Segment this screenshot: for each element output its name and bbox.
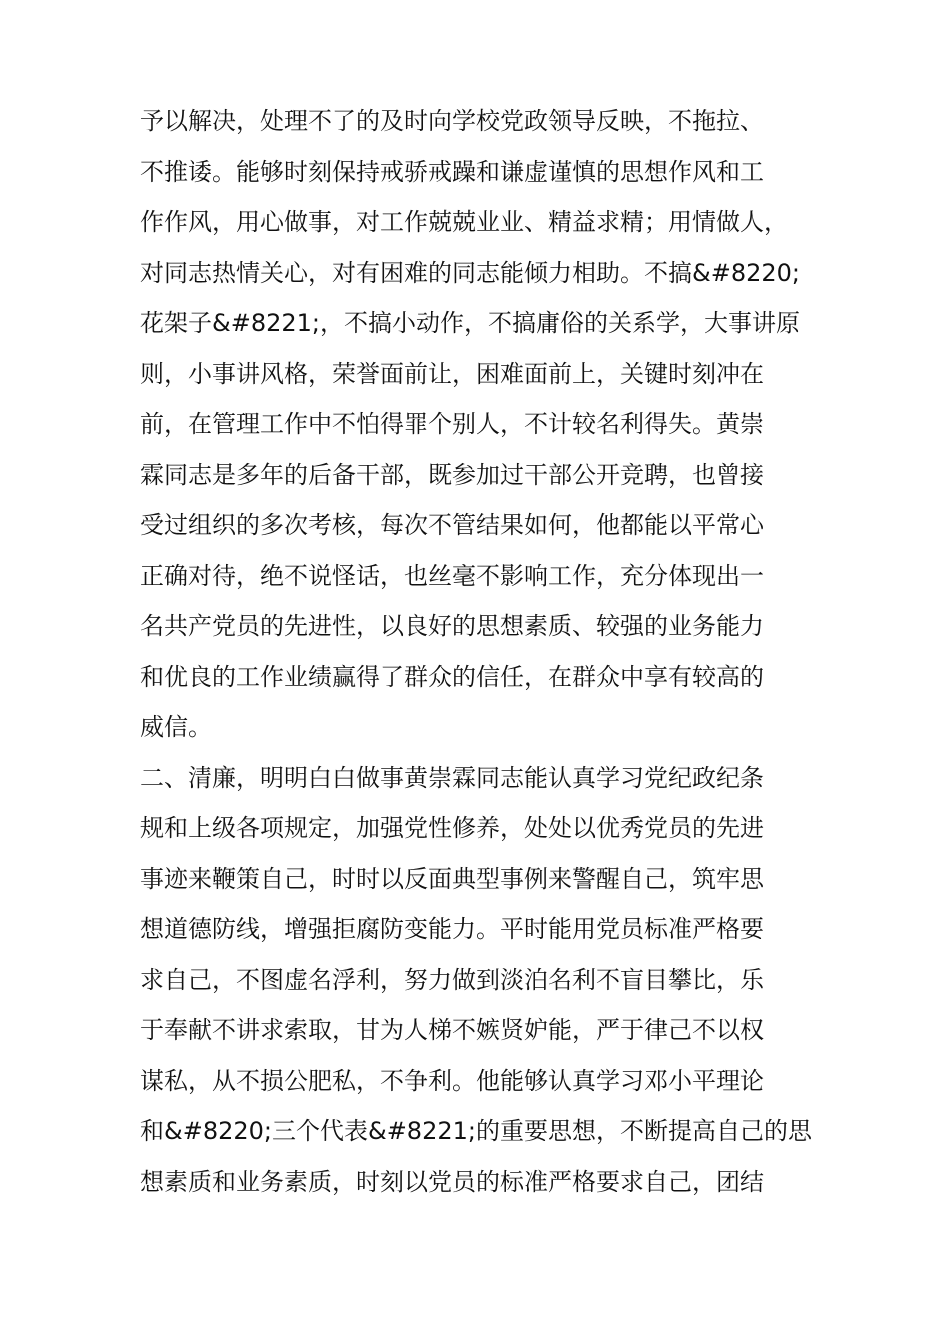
text-line: 和优良的工作业绩赢得了群众的信任，在群众中享有较高的 [140, 662, 764, 691]
text-line: 和&#8220;三个代表&#8221;的重要思想，不断提高自己的思 [140, 1117, 812, 1145]
text-line: 于奉献不讲求索取，甘为人梯不嫉贤妒能，严于律己不以权 [140, 1016, 764, 1044]
text-line: 威信。 [140, 713, 212, 741]
text-line: 正确对待，绝不说怪话，也丝毫不影响工作，充分体现出一 [140, 561, 764, 590]
section-heading-line: 二、清廉，明明白白做事黄崇霖同志能认真学习党纪政纪条 [140, 763, 764, 792]
text-line: 事迹来鞭策自己，时时以反面典型事例来警醒自己，筑牢思 [140, 864, 764, 893]
text-line: 受过组织的多次考核，每次不管结果如何，他都能以平常心 [140, 511, 764, 539]
text-line: 前，在管理工作中不怕得罪个别人，不计较名利得失。黄崇 [140, 410, 764, 438]
text-line: 求自己，不图虚名浮利，努力做到淡泊名利不盲目攀比，乐 [140, 965, 764, 994]
text-line: 霖同志是多年的后备干部，既参加过干部公开竞聘，也曾接 [140, 460, 764, 489]
text-line: 则，小事讲风格，荣誉面前让，困难面前上，关键时刻冲在 [140, 359, 764, 388]
text-line: 名共产党员的先进性，以良好的思想素质、较强的业务能力 [140, 612, 764, 640]
text-line: 想道德防线，增强拒腐防变能力。平时能用党员标准严格要 [140, 915, 764, 943]
text-line: 谋私，从不损公肥私，不争利。他能够认真学习邓小平理论 [140, 1066, 764, 1095]
body-text [140, 96, 840, 1207]
text-line: 花架子&#8221;，不搞小动作，不搞庸俗的关系学，大事讲原 [140, 309, 800, 337]
text-line: 不推诿。能够时刻保持戒骄戒躁和谦虚谨慎的思想作风和工 [140, 157, 764, 186]
text-line: 作作风，用心做事，对工作兢兢业业、精益求精；用情做人， [140, 208, 788, 236]
text-line: 想素质和业务素质，时刻以党员的标准严格要求自己，团结 [140, 1167, 764, 1196]
text-line: 予以解决，处理不了的及时向学校党政领导反映，不拖拉、 [140, 107, 764, 135]
text-line: 规和上级各项规定，加强党性修养，处处以优秀党员的先进 [140, 814, 764, 842]
text-line: 对同志热情关心，对有困难的同志能倾力相助。不搞&#8220; [140, 258, 800, 287]
